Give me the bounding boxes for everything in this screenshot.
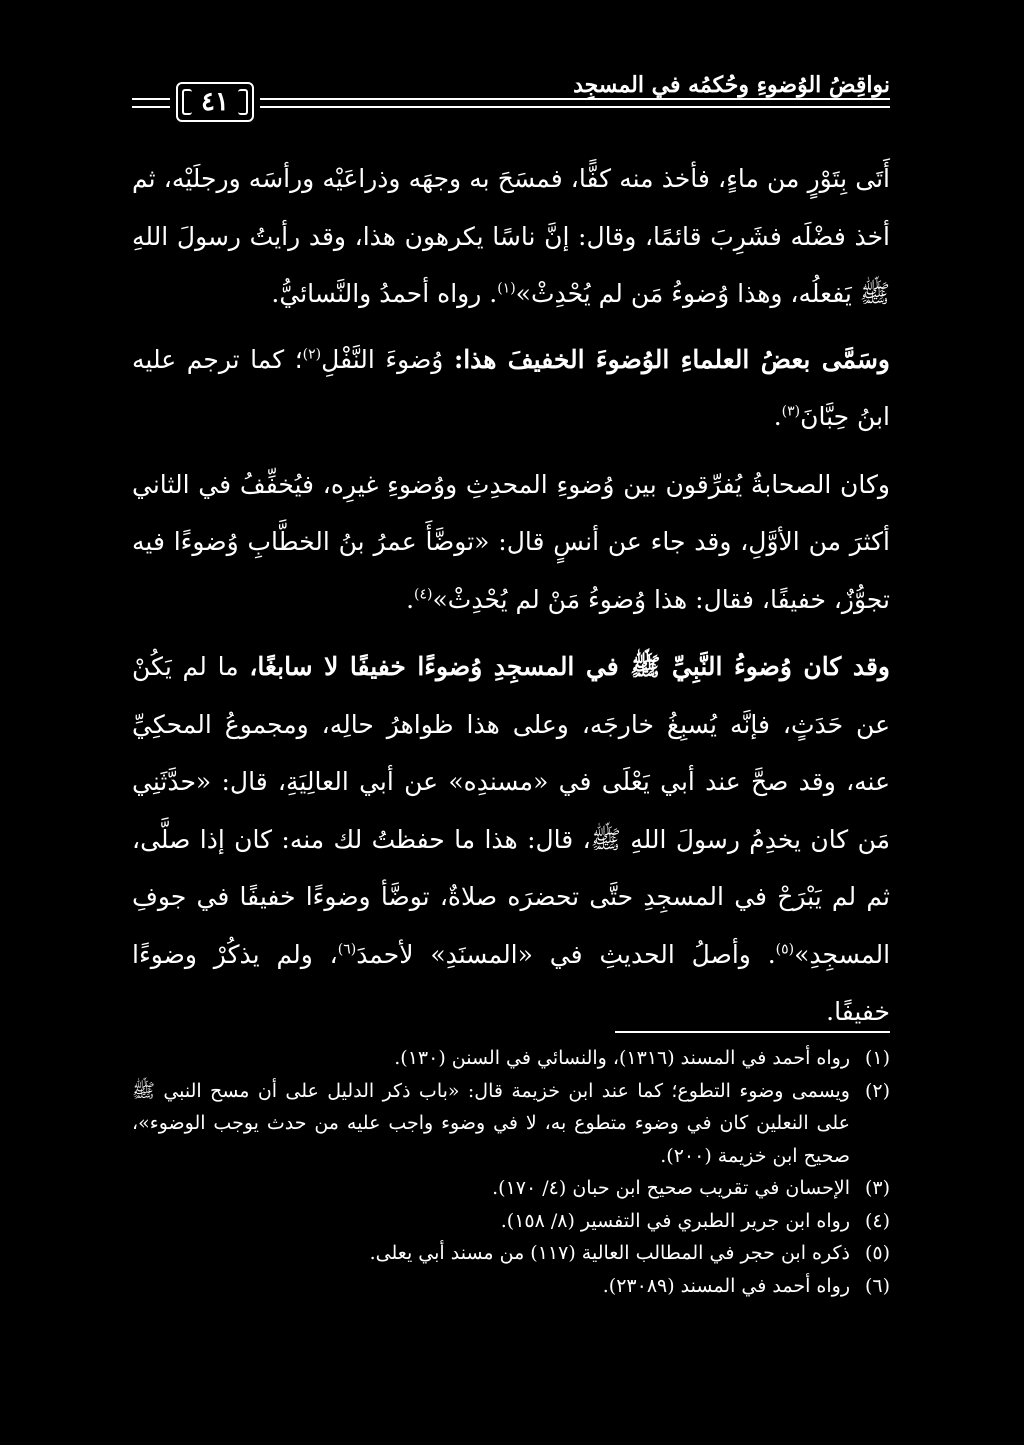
header-rule xyxy=(132,106,170,108)
footnote-number: (٤) xyxy=(864,1209,890,1232)
paragraph-text: . وأصلُ الحديثِ في «المسنَدِ» لأحمدَ xyxy=(356,939,776,969)
footnote-ref[interactable]: (٣) xyxy=(781,403,801,420)
footnote-text: رواه أحمد في المسند (١٣١٦)، والنسائي في السنن (١٣٠). xyxy=(394,1047,850,1069)
page-header xyxy=(132,72,890,130)
paragraph-text: ، ولم يذكُرْ وضوءًا خفيفًا. xyxy=(132,939,890,1026)
footnote xyxy=(132,1237,890,1270)
paragraph xyxy=(132,456,890,629)
footnote-number: (٥) xyxy=(864,1242,890,1264)
footnote-ref[interactable]: (١) xyxy=(497,280,516,297)
footnote-ref[interactable]: (٥) xyxy=(775,941,795,958)
paragraph-text: . xyxy=(406,584,415,614)
footnote-number: (٢) xyxy=(864,1079,890,1102)
header-rule xyxy=(260,106,890,108)
footnote-ref[interactable]: (٤) xyxy=(414,586,433,603)
paragraph-text: وكان الصحابةُ يُفرِّقون بين وُضوءِ المحدِثِ ووُضوءِ غيرِه، فيُخفِّفُ في الثاني أكثرَ من الأوَّلِ، وقد جاء عن أنسٍ قال: «توضَّأَ عمرُ بنُ الخطَّابِ وُضوءًا فيه تجوُّزٌ، خفيفًا، فقال: هذا وُضوءُ مَنْ لم يُحْدِثْ» xyxy=(132,469,890,614)
footnote-text: الإحسان في تقريب صحيح ابن حبان (٤/ ١٧٠). xyxy=(492,1177,850,1199)
paragraph xyxy=(132,150,890,323)
footnote-text: رواه ابن جرير الطبري في التفسير (٨/ ١٥٨). xyxy=(500,1209,850,1232)
paragraph-text: ما لم يَكُنْ عن حَدَثٍ، فإنَّه يُسبِغُ خارجَه، وعلى هذا ظواهرُ حالِه، ومجموعُ المحكِيِّ عنه، وقد صحَّ عند أبي يَعْلَى في «مسندِه» عن أبي العالِيَةِ، قال: «حدَّثَنِي مَن كان يخدِمُ رسولَ اللهِ ﷺ، قال: هذا ما حفظتُ لك منه: كان إذا صلَّى، ثم لم يَبْرَحْ في المسجِدِ حتَّى تحضرَه صلاةٌ، توضَّأ وضوءًا خفيفًا في جوفِ المسجِدِ» xyxy=(132,652,891,969)
footnote-text: ويسمى وضوء التطوع؛ كما عند ابن خزيمة قال: «باب ذكر الدليل على أن مسح النبي ﷺ على النعلين كان في وضوء متطوع به، لا في وضوء واجب عليه من حدث يوجب الوضوء»، صحيح ابن خزيمة (٢٠٠). xyxy=(132,1079,850,1167)
footnotes xyxy=(132,1042,890,1302)
footnote-separator xyxy=(615,1031,890,1033)
paragraph-lead: وقد كان وُضوءُ النَّبِيِّ ﷺ في المسجِدِ وُضوءًا خفيفًا لا سابغًا، xyxy=(249,652,890,681)
footnote-ref[interactable]: (٢) xyxy=(302,346,322,363)
footnote-number: (٦) xyxy=(864,1274,890,1297)
paragraph-text: ؛ كما ترجم عليه ابنُ حِبَّانَ xyxy=(132,344,890,431)
header-rule xyxy=(132,98,170,100)
running-title: نواقِضُ الوُضوءِ وحُكمُه في المسجِد xyxy=(561,72,890,98)
footnote-text: رواه أحمد في المسند (٢٣٠٨٩). xyxy=(602,1274,850,1297)
main-text xyxy=(132,150,890,1041)
paragraph xyxy=(132,331,890,446)
paragraph xyxy=(132,638,890,1041)
footnote xyxy=(132,1075,890,1173)
paragraph-text: . رواه أحمدُ والنَّسائيُّ. xyxy=(271,279,498,308)
paragraph-lead: وسَمَّى بعضُ العلماءِ الوُضوءَ الخفيفَ هذا: xyxy=(453,344,891,374)
paragraph-text: . xyxy=(773,402,782,431)
footnote-number: (١) xyxy=(864,1047,890,1069)
footnote-text: ذكره ابن حجر في المطالب العالية (١١٧) من مسند أبي يعلى. xyxy=(369,1242,850,1264)
footnote xyxy=(132,1205,890,1238)
footnote xyxy=(132,1172,890,1205)
paragraph-text: أَتَى بِتَوْرٍ من ماءٍ، فأخذ منه كفًّا، فمسَحَ به وجهَه وذراعَيْه ورأسَه ورجلَيْه، ثم أخذ فضْلَه فشَرِبَ قائمًا، وقال: إنَّ ناسًا يكرهون هذا، وقد رأيتُ رسولَ اللهِ ﷺ يَفعلُه، وهذا وُضوءُ مَن لم يُحْدِثْ» xyxy=(132,164,890,308)
paragraph-text: وُضوءَ النَّفْلِ xyxy=(321,344,454,374)
header-rule xyxy=(260,98,890,100)
footnote-number: (٣) xyxy=(864,1177,890,1199)
footnote xyxy=(132,1270,890,1303)
footnote xyxy=(132,1042,890,1075)
page-number: ٤١ xyxy=(176,82,254,122)
footnote-ref[interactable]: (٦) xyxy=(337,941,357,958)
